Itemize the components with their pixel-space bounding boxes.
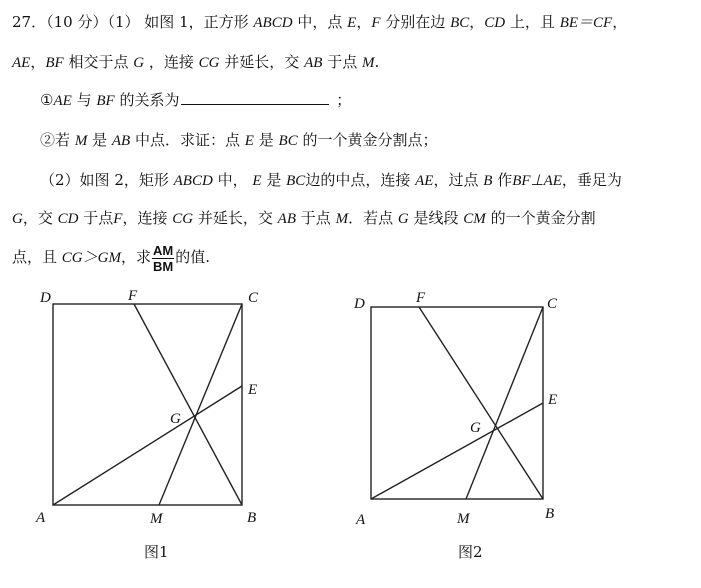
figure-2-caption: 图2 [458, 543, 483, 561]
figure-1-caption: 图1 [144, 543, 169, 561]
segment-cm [466, 307, 543, 499]
fig2-label-c: C [547, 296, 558, 312]
part-2-line-2: G，交 CD 于点F，连接 CG 并延长，交 AB 于点 M．若点 G 是线段 CM 的一个黄金分割 [12, 209, 596, 227]
fig1-label-m: M [150, 511, 163, 527]
fig2-label-e: E [548, 392, 558, 408]
fig2-label-m: M [457, 511, 470, 527]
fig1-label-b: B [247, 510, 257, 526]
part-2-line-1: （2）如图 2，矩形 ABCD 中， E 是 BC边的中点，连接 AE，过点 B 作BF⊥AE，垂足为 [40, 171, 622, 189]
problem-number: 27 [12, 13, 32, 31]
fig2-label-a: A [356, 512, 366, 528]
figure-1-diagram [0, 280, 300, 550]
answer-blank[interactable] [181, 90, 329, 105]
problem-line-1: 27．（10 分）（1） 如图 1，正方形 ABCD 中，点 E，F 分别在边 BC，CD 上，且 BE＝CF， [12, 13, 628, 31]
segment-cm [159, 304, 242, 505]
segment-bf [419, 307, 543, 499]
fig1-label-f: F [128, 288, 138, 304]
fig1-label-d: D [40, 290, 51, 306]
fig2-label-g: G [470, 420, 481, 436]
fig1-label-e: E [248, 382, 258, 398]
fraction-am-over-bm: $\frac{AM}{BM}$ [152, 242, 174, 274]
segment-ae [53, 386, 242, 505]
question-2: ②若 M 是 AB 中点．求证：点 E 是 BC 的一个黄金分割点； [40, 131, 438, 149]
fig1-label-c: C [248, 290, 259, 306]
circled-marker-2: ② [40, 131, 56, 149]
circled-marker-1: ① [40, 91, 54, 109]
problem-line-2: AE，BF 相交于点 G ，连接 CG 并延长，交 AB 于点 M. [12, 53, 380, 71]
question-1: ①AE 与 BF 的关系为 ； [40, 91, 352, 109]
fig1-label-a: A [36, 510, 46, 526]
fig2-label-f: F [416, 290, 426, 306]
problem-score: （10 分） [46, 13, 108, 31]
segment-ae [371, 403, 543, 499]
part-2-line-3: 点，且 CG＞GM，求 $\frac{AM}{BM}$ 的值. [12, 242, 210, 274]
figure-2-diagram [320, 280, 580, 530]
fig2-label-d: D [354, 296, 365, 312]
segment-bf [134, 304, 242, 505]
fig2-label-b: B [545, 506, 555, 522]
fig1-label-g: G [170, 411, 181, 427]
rectangle-abcd [371, 307, 543, 499]
